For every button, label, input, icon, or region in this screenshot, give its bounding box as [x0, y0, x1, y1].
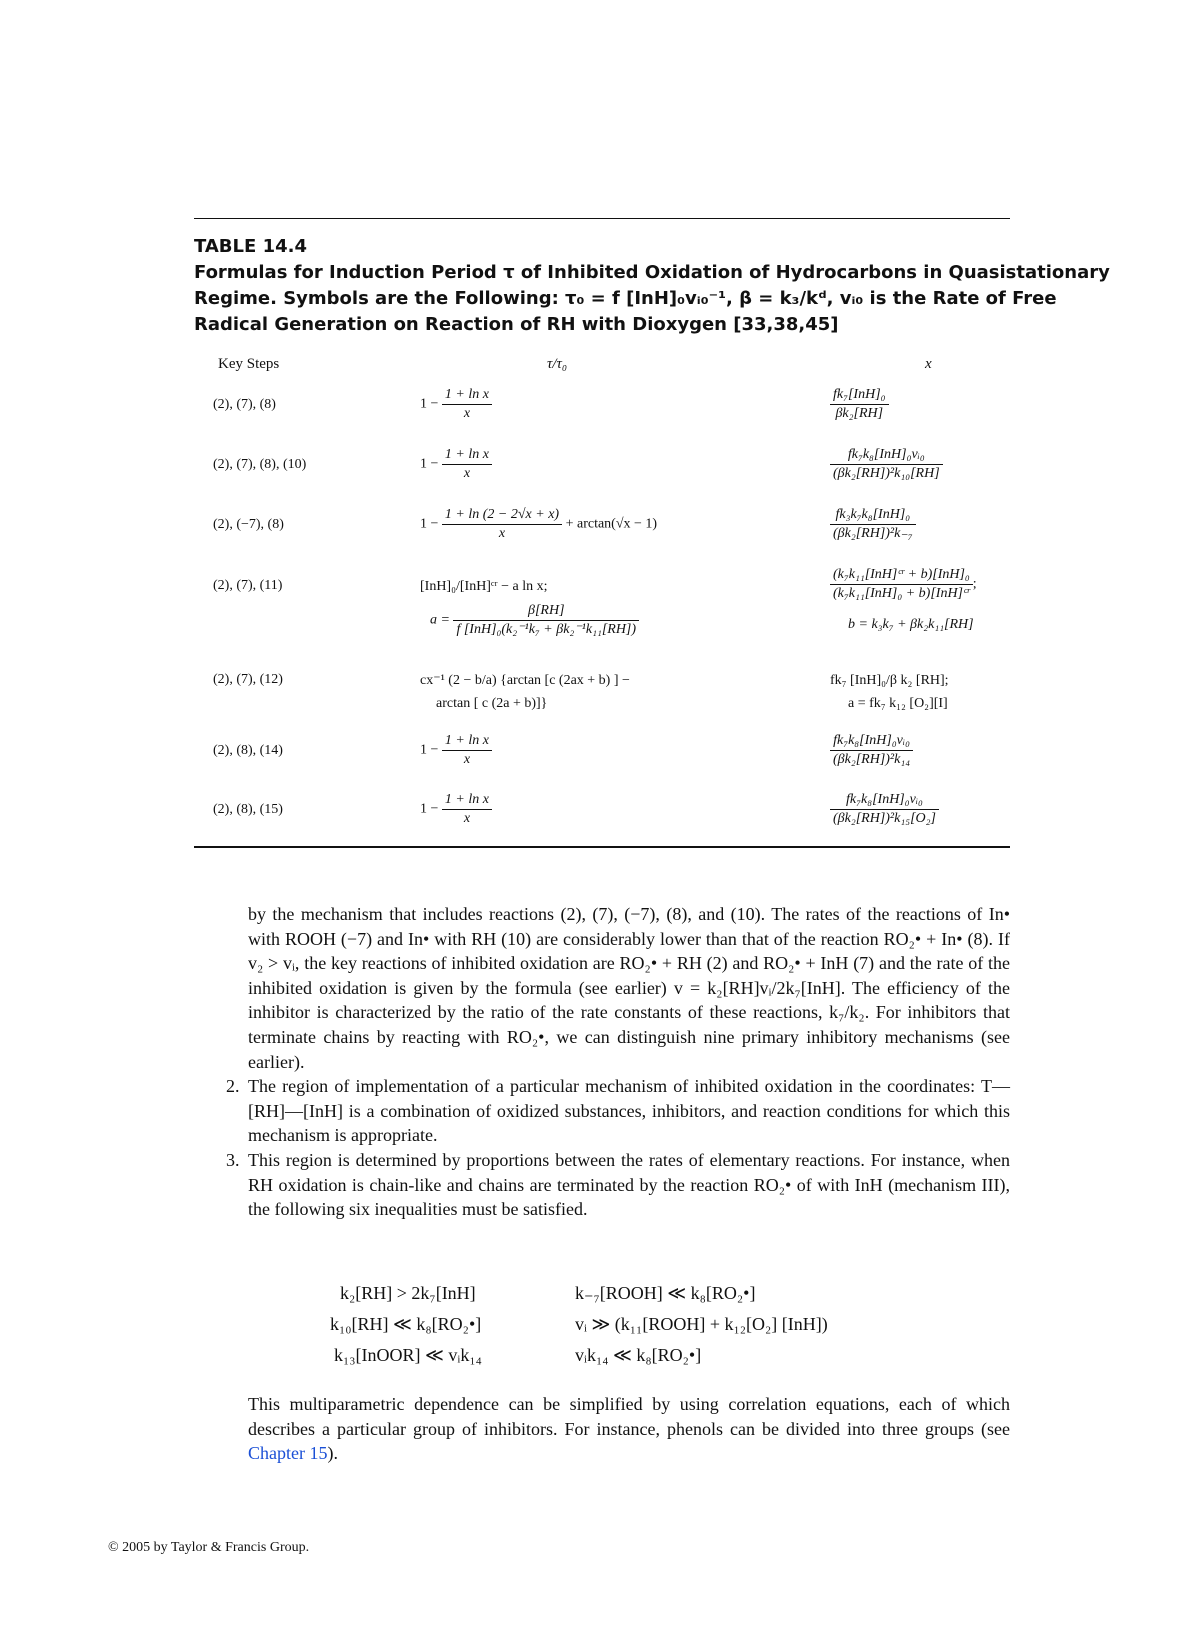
row-5-steps: (2), (7), (12) [213, 672, 283, 687]
row-4-tau-a [430, 602, 639, 639]
row-1-tau [420, 386, 492, 423]
caption-line-1: Formulas for Induction Period τ of Inhibited Oxidation of Hydrocarbons in Quasistationary [194, 262, 1110, 283]
row-1-tau-denominator: x [463, 406, 471, 421]
row-4-x-numerator: (k₇k₁₁[InH]ᶜʳ + b)[InH]₀ [830, 566, 973, 585]
list-item-text: This region is determined by proportions between the rates of elementary reactions. For instance, when RH oxidation is chain-like and chains are terminated by the reaction RO₂• of with InH (mechanism III), the following six inequalities must be satisfied. [248, 1149, 1010, 1220]
chapter-15-link[interactable]: Chapter 15 [248, 1443, 328, 1464]
row-7-tau-fraction [442, 791, 492, 828]
row-1-x-fraction [830, 386, 889, 423]
row-1-tau-fraction [442, 386, 492, 423]
row-3-steps: (2), (−7), (8) [213, 517, 284, 532]
row-3-tau-suffix: + arctan(√x − 1) [565, 516, 658, 532]
row-7-tau-denominator: x [463, 811, 471, 826]
row-5-tau-line-1: cx⁻¹ (2 − b/a) {arctan [c (2ax + b) ] − [420, 673, 630, 688]
row-3-x-denominator: (βk₂[RH])²k₋₇ [833, 526, 913, 541]
row-7-tau-prefix: 1 − [420, 801, 439, 817]
row-2-x-numerator: fk₇k₈[InH]₀vᵢ₀ [830, 446, 943, 465]
row-4-x-fraction [830, 566, 973, 603]
row-4-x-denominator: (k₇k₁₁[InH]₀ + b)[InH]ᶜʳ [833, 586, 970, 601]
row-1-x-denominator: βk₂[RH] [835, 406, 884, 421]
row-2-x-fraction [830, 446, 943, 483]
row-4-tau-denominator: f [InH]₀(k₂⁻¹k₇ + βk₂⁻¹k₁₁[RH]) [456, 622, 637, 637]
row-2-tau-denominator: x [463, 466, 471, 481]
row-3-tau-denominator: x [498, 526, 506, 541]
row-7-steps: (2), (8), (15) [213, 802, 283, 817]
inequality-3-left: k₁₃[InOOR] ≪ vᵢk₁₄ [334, 1345, 482, 1365]
row-6-x-fraction [830, 732, 913, 769]
body-text [226, 902, 1010, 1222]
row-5-x-line-1: fk₇ [InH]₀/β k₂ [RH]; [830, 673, 949, 688]
column-header-tau: τ/τ₀ [547, 356, 568, 372]
column-header-x: x [925, 356, 932, 372]
row-6-tau [420, 732, 492, 769]
row-3-tau-prefix: 1 − [420, 516, 439, 532]
closing-paragraph-body: This multiparametric dependence can be simplified by using correlation equations, each of which describes a particular group of inhibitors. For instance, phenols can be divided into three groups (see [248, 1394, 1010, 1439]
closing-paragraph-end: ). [327, 1443, 338, 1464]
table-bottom-rule [194, 846, 1010, 848]
closing-paragraph-text [248, 1392, 1010, 1466]
row-6-tau-fraction [442, 732, 492, 769]
table-top-rule [194, 218, 1010, 219]
row-6-x-numerator: fk₇k₈[InH]₀vᵢ₀ [830, 732, 913, 751]
inequality-2-right: vᵢ ≫ (k₁₁[ROOH] + k₁₂[O₂] [InH]) [575, 1314, 828, 1334]
row-6-x-denominator: (βk₂[RH])²k₁₄ [833, 752, 911, 767]
row-2-steps: (2), (7), (8), (10) [213, 457, 307, 472]
row-6-tau-denominator: x [463, 752, 471, 767]
row-4-x [830, 566, 977, 603]
row-2-x-denominator: (βk₂[RH])²k₁₀[RH] [833, 466, 940, 481]
row-2-tau-fraction [442, 446, 492, 483]
closing-paragraph [248, 1392, 1010, 1466]
table-caption [194, 234, 1110, 338]
row-7-x [830, 791, 939, 828]
row-3-tau-fraction [442, 506, 562, 543]
caption-line-2: Regime. Symbols are the Following: τ₀ = f [InH]₀vᵢ₀⁻¹, β = k₃/kᵈ, vᵢ₀ is the Rate of Free [194, 288, 1057, 309]
row-4-steps: (2), (7), (11) [213, 578, 283, 593]
row-7-x-fraction [830, 791, 939, 828]
row-2-tau-prefix: 1 − [420, 456, 439, 472]
row-3-x-numerator: fk₃k₇k₈[InH]₀ [830, 506, 916, 525]
list-item-number: 3. [226, 1149, 240, 1170]
row-2-tau-numerator: 1 + ln x [442, 446, 492, 465]
row-6-x [830, 732, 913, 769]
column-header-key-steps: Key Steps [218, 356, 280, 372]
row-1-steps: (2), (7), (8) [213, 397, 276, 412]
row-4-x-semicolon: ; [972, 576, 977, 592]
row-1-x-numerator: fk₇[InH]₀ [830, 386, 889, 405]
inequality-1-left: k₂[RH] > 2k₇[InH] [340, 1283, 476, 1303]
row-4-tau-a-label: a = [430, 612, 450, 628]
list-item [226, 1148, 1010, 1222]
table-label: TABLE 14.4 [194, 236, 307, 257]
inequality-1-right: k₋₇[ROOH] ≪ k₈[RO₂•] [575, 1283, 756, 1303]
row-1-tau-prefix: 1 − [420, 396, 439, 412]
list-item-text: The region of implementation of a particular mechanism of inhibited oxidation in the coordinates: T—[RH]—[InH] is a combination of oxidized substances, inhibitors, and reaction conditions for which this mechanism is appropriate. [248, 1076, 1010, 1146]
row-6-steps: (2), (8), (14) [213, 743, 283, 758]
row-6-tau-numerator: 1 + ln x [442, 732, 492, 751]
row-6-tau-prefix: 1 − [420, 742, 439, 758]
inequality-2-left: k₁₀[RH] ≪ k₈[RO₂•] [330, 1314, 482, 1334]
row-3-tau-numerator: 1 + ln (2 − 2√x + x) [442, 506, 562, 525]
row-7-x-numerator: fk₇k₈[InH]₀vᵢ₀ [830, 791, 939, 810]
inequality-3-right: vᵢk₁₄ ≪ k₈[RO₂•] [575, 1345, 702, 1365]
row-4-tau-line-1: [InH]₀/[InH]ᶜʳ − a ln x; [420, 579, 548, 594]
list-item [226, 1074, 1010, 1148]
row-5-tau-line-2: arctan [ c (2a + b)]} [436, 696, 548, 711]
list-item-number: 2. [226, 1076, 240, 1097]
row-4-x-b [848, 616, 974, 634]
row-5-x-line-2: a = fk₇ k₁₂ [O₂][I] [848, 696, 948, 711]
row-7-x-denominator: (βk₂[RH])²k₁₅[O₂] [833, 811, 936, 826]
copyright-footer: © 2005 by Taylor & Francis Group. [108, 1540, 310, 1555]
row-3-tau [420, 506, 657, 543]
row-4-tau-fraction [453, 602, 639, 639]
row-3-x [830, 506, 916, 543]
row-2-x [830, 446, 943, 483]
row-7-tau-numerator: 1 + ln x [442, 791, 492, 810]
row-4-x-b-text: b = k₃k₇ + βk₂k₁₁[RH] [848, 617, 974, 632]
row-2-tau [420, 446, 492, 483]
caption-line-3: Radical Generation on Reaction of RH with Dioxygen [33,38,45] [194, 314, 839, 335]
numbered-list [226, 1074, 1010, 1222]
row-1-tau-numerator: 1 + ln x [442, 386, 492, 405]
row-3-x-fraction [830, 506, 916, 543]
paragraph-continuation: by the mechanism that includes reactions (2), (7), (−7), (8), and (10). The rates of the reactions of In• with ROOH (−7) and In• with RH (10) are considerably lower than that of the reaction RO₂• + In• (8). If v₂ > vᵢ, the key reactions of inhibited oxidation are RO₂• + RH (2) and RO₂• + InH (7) and the rate of the inhibited oxidation is given by the formula (see earlier) v = k₂[RH]vᵢ/2k₇[InH]. The efficiency of the inhibitor is characterized by the ratio of the rate constants of these reactions, k₇/k₂. For inhibitors that terminate chains by reacting with RO₂•, we can distinguish nine primary inhibitory mechanisms (see earlier). [248, 904, 1010, 1072]
row-4-tau-numerator: β[RH] [453, 602, 639, 621]
row-7-tau [420, 791, 492, 828]
row-1-x [830, 386, 889, 423]
